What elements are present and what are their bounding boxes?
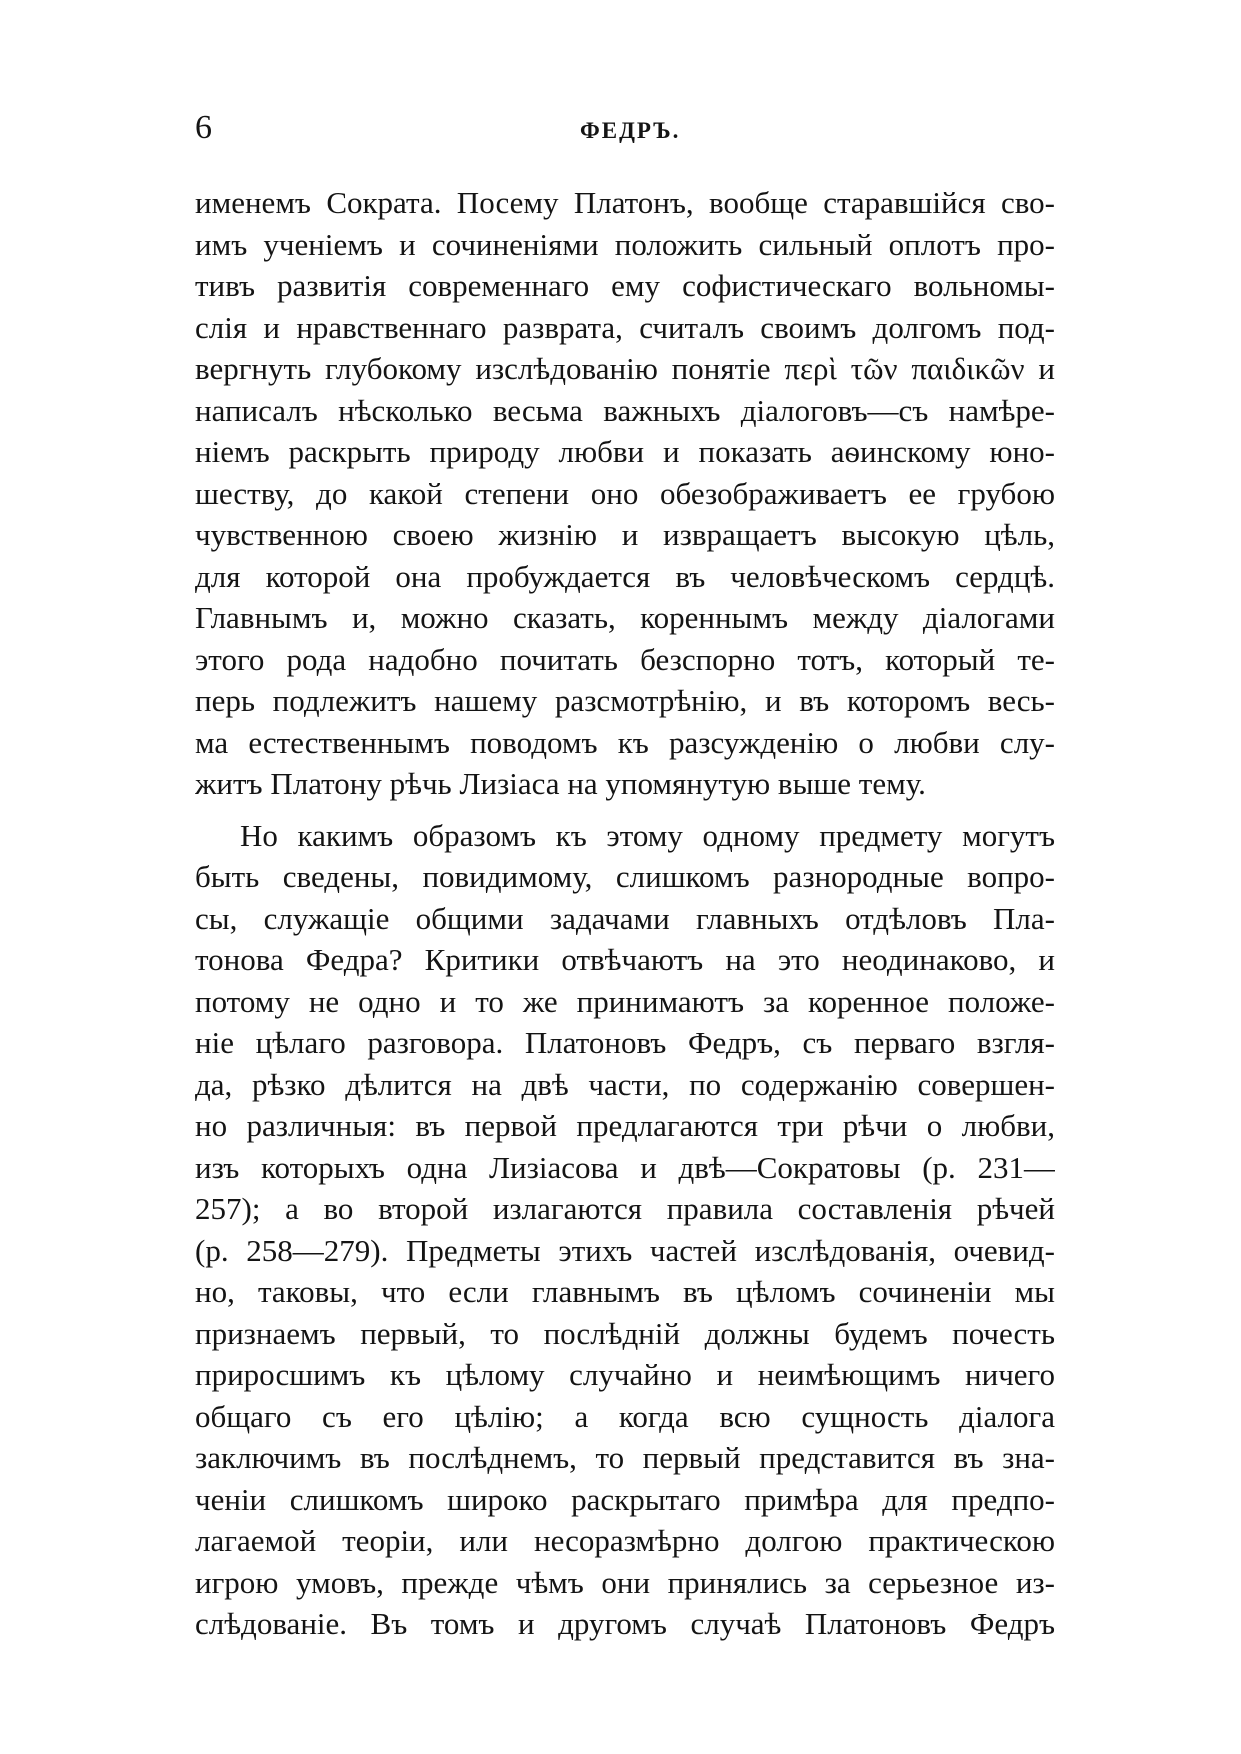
paragraph-1	[195, 182, 1055, 805]
text-line: Главнымъ и, можно сказать, кореннымъ между діалогами	[195, 600, 1055, 635]
text-line: ніемъ раскрыть природу любви и показать аѳинскому юно-	[195, 434, 1055, 469]
text-line: слѣдованіе. Въ томъ и другомъ случаѣ Платоновъ Федръ	[195, 1606, 1055, 1641]
text-line: имъ ученіемъ и сочиненіями положить сильный оплотъ про-	[195, 226, 1055, 262]
text-line: приросшимъ къ цѣлому случайно и неимѣющимъ ничего	[195, 1357, 1055, 1392]
paragraph-2	[195, 815, 1055, 1645]
text-line: да, рѣзко дѣлится на двѣ части, по содержанію совершен-	[195, 1066, 1055, 1102]
text-line: ма естественнымъ поводомъ къ разсужденію о любви слу-	[195, 724, 1055, 760]
text-line: (p. 258—279). Предметы этихъ частей изслѣдованія, очевид-	[195, 1232, 1055, 1268]
text-line: перь подлежитъ нашему разсмотрѣнію, и въ которомъ весь-	[195, 683, 1055, 718]
text-line: заключимъ въ послѣднемъ, то первый представится въ зна-	[195, 1440, 1055, 1475]
text-line: общаго съ его цѣлію; а когда всю сущность діалога	[195, 1398, 1055, 1434]
text-line: для которой она пробуждается въ человѣческомъ сердцѣ.	[195, 558, 1055, 594]
text-line: житъ Платону рѣчь Лизіаса на упомянутую выше тему.	[195, 766, 926, 801]
text-line: но, таковы, что если главнымъ въ цѣломъ сочиненіи мы	[195, 1274, 1055, 1309]
text-line: этого рода надобно почитать безспорно тотъ, который те-	[195, 641, 1055, 677]
text-line: потому не одно и то же принимаютъ за коренное положе-	[195, 983, 1055, 1019]
text-line: 257); а во второй излагаются правила составленія рѣчей	[195, 1191, 1055, 1226]
text-line: тивъ развитія современнаго ему софистическаго вольномы-	[195, 268, 1055, 303]
text-line: вергнуть глубокому изслѣдованію понятіе περὶ τῶν παιδικῶν и	[195, 351, 1055, 386]
text-line: слія и нравственнаго разврата, считалъ своимъ долгомъ под-	[195, 309, 1055, 345]
running-title: ФЕДРЪ.	[580, 118, 681, 143]
text-line: чувственною своею жизнію и извращаетъ высокую цѣль,	[195, 517, 1055, 552]
body-text	[195, 182, 1055, 1645]
text-line: но различныя: въ первой предлагаются три рѣчи о любви,	[195, 1108, 1055, 1143]
text-line: Но какимъ образомъ къ этому одному предмету могутъ	[240, 817, 1055, 853]
text-line: ченіи слишкомъ широко раскрытаго примѣра для предпо-	[195, 1481, 1055, 1517]
text-line: именемъ Сократа. Посему Платонъ, вообще старавшійся сво-	[195, 185, 1055, 220]
text-line: лагаемой теоріи, или несоразмѣрно долгою практическою	[195, 1523, 1055, 1558]
page-number: 6	[195, 109, 212, 146]
text-line: игрою умовъ, прежде чѣмъ они принялись за серьезное из-	[195, 1564, 1055, 1600]
text-line: изъ которыхъ одна Лизіасова и двѣ—Сократовы (p. 231—	[195, 1149, 1055, 1185]
text-line: ніе цѣлаго разговора. Платоновъ Федръ, съ перваго взгля-	[195, 1025, 1055, 1060]
text-line: тонова Федра? Критики отвѣчаютъ на это неодинаково, и	[195, 942, 1055, 977]
text-line: написалъ нѣсколько весьма важныхъ діалоговъ—съ намѣре-	[195, 392, 1055, 428]
text-line: сы, служащіе общими задачами главныхъ отдѣловъ Пла-	[195, 900, 1055, 936]
text-line: шеству, до какой степени оно обезображиваетъ ее грубою	[195, 475, 1055, 511]
text-line: быть сведены, повидимому, слишкомъ разнородные вопро-	[195, 859, 1055, 894]
text-line: признаемъ первый, то послѣдній должны будемъ почесть	[195, 1315, 1055, 1351]
